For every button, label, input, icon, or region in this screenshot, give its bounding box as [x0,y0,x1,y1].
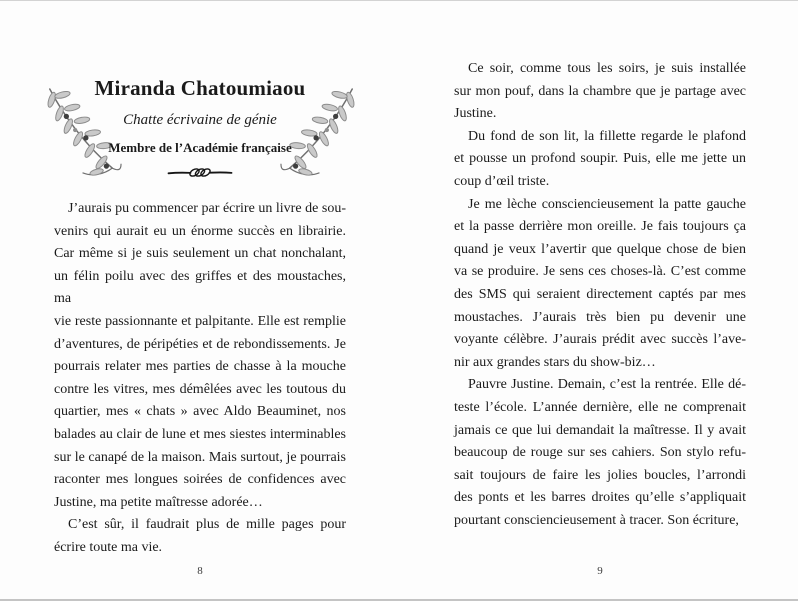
right-page [399,0,798,601]
left-page-text [54,198,346,560]
text-line: sait toujours de faire les jolies boucles, l’arrondi [454,467,746,483]
text-line: contre les vitres, mes démêlées avec les toutous du [54,381,346,397]
text-line: d’aventures, de péripéties et de rebondissements. Je [54,336,346,352]
text-line: coup d’œil triste. [454,173,550,189]
text-line: J’aurais pu commencer par écrire un livre de sou- [68,201,346,216]
paragraph [454,194,746,375]
paragraph [54,198,346,514]
text-line: quartier, mes « chats » avec Aldo Beauminet, nos [54,404,346,420]
author-name: Miranda Chatoumiaou [94,76,306,100]
paragraph [454,374,746,532]
text-line: balades au clair de lune et mes siestes interminables [54,426,346,442]
text-line: venirs qui aurait eu un énorme succès en librairie. [54,223,346,239]
right-page-text [454,58,746,532]
text-line: des ponts et les barres droites qu’elle s’appliquait [454,490,746,506]
text-line: Ce soir, comme tous les soirs, je suis installée [468,61,746,76]
text-line: sur le canapé de la maison. Mais surtout, je pourrais [54,449,346,465]
text-line: pourtant consciencieusement à tracer. Son écriture, [454,512,739,528]
paragraph [54,514,346,559]
rope-twist-divider-icon [54,165,346,181]
text-line: raconter mes longues soirées de confidences avec [54,472,346,488]
text-line: vie reste passionnante et palpitante. Elle est remplie [54,313,346,329]
text-line: teste l’école. L’année dernière, elle ne comprenait [454,399,746,415]
text-line: jamais ce que lui demandait la maîtresse. Il y avait [454,422,746,438]
text-line: écrire toute ma vie. [54,539,163,555]
text-line: moustaches. J’aurais très bien pu devenir une [454,309,746,325]
text-line: Justine. [454,106,497,122]
page-number-left: 8 [197,565,203,577]
text-line: sur mon pouf, dans la chambre que je partage avec [454,83,746,99]
text-line: et la passe derrière mon oreille. Je fais toujours ça [454,219,746,235]
text-line: Pauvre Justine. Demain, c’est la rentrée. Elle dé- [468,377,746,393]
text-line: un félin poilu avec des griffes et des moustaches, ma [54,268,346,307]
text-line: Je me lèche consciencieusement la patte gauche [468,196,746,212]
text-line: nir aux grandes stars du show-biz… [454,354,656,370]
paragraph [454,126,746,194]
author-role: Membre de l’Académie française [108,140,292,155]
text-line: C’est sûr, il faudrait plus de mille pages pour [68,517,346,533]
text-line: quand je veux l’avertir que quelque chose de bien [454,241,746,257]
paragraph [454,58,746,126]
text-line: Car même si je suis seulement un chat nonchalant, [54,246,346,262]
text-line: Justine, ma petite maîtresse adorée… [54,494,263,510]
text-line: pourrais relater mes parties de chasse à la mouche [54,359,346,375]
text-line: beaucoup de rouge sur ses cahiers. Son stylo refu- [454,445,746,461]
text-line: voyante célèbre. J’aurais prédit avec succès l’ave- [454,332,746,348]
page-number-right: 9 [597,565,603,577]
text-line: et pousse un profond soupir. Puis, elle me jette un [454,151,746,167]
author-subtitle: Chatte écrivaine de génie [123,112,277,128]
text-line: des SMS qui seraient directement captés par mes [454,286,746,302]
text-line: va se produire. Je sens ces choses-là. C’est comme [454,264,746,280]
text-line: Du fond de son lit, la fillette regarde le plafond [468,128,746,144]
